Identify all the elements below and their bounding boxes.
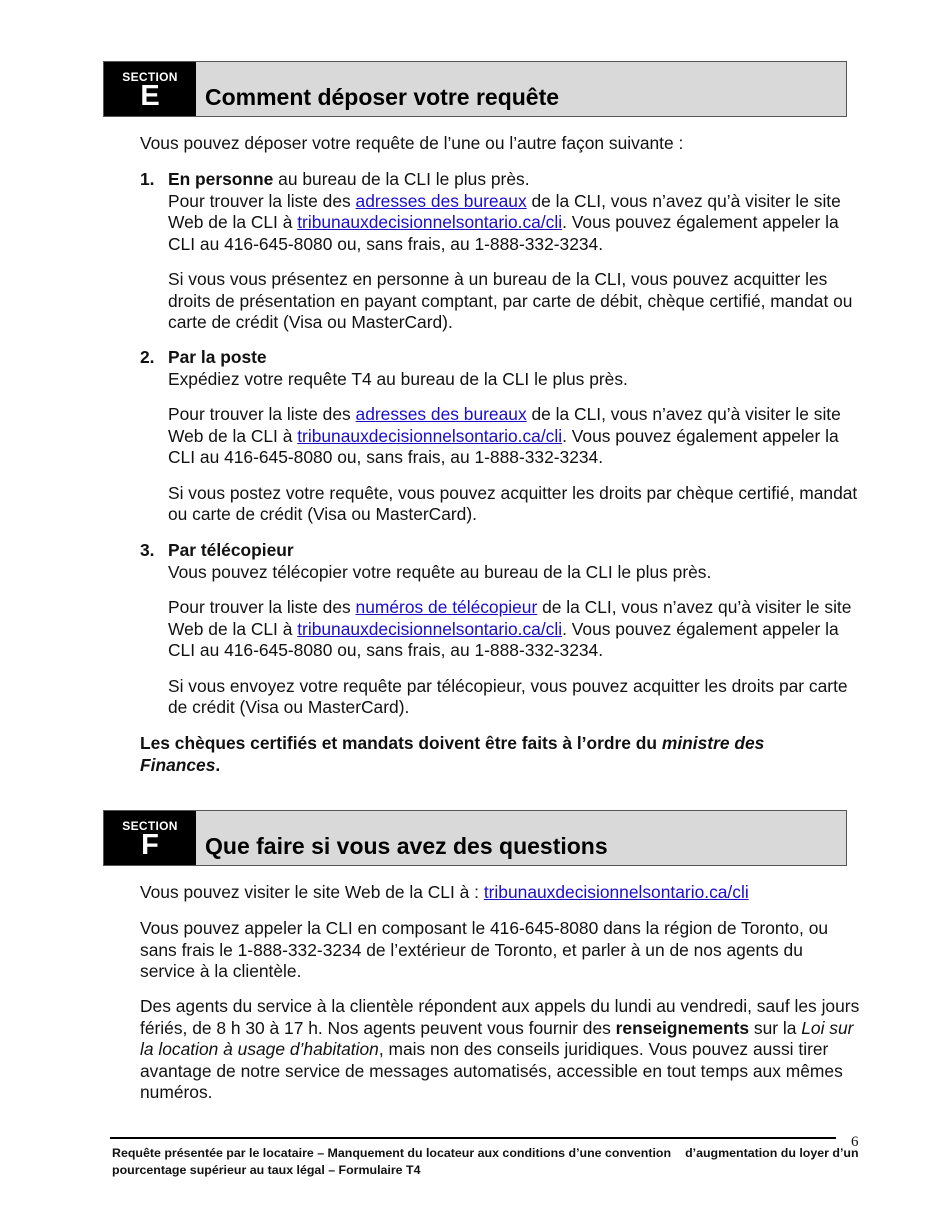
section-f-label: SECTION bbox=[122, 819, 178, 833]
item-3-number: 3. bbox=[140, 540, 155, 560]
section-e-letter: E bbox=[140, 80, 160, 112]
item-2-find-pre: Pour trouver la liste des bbox=[168, 404, 356, 424]
cheques-note-text: Les chèques certifiés et mandats doivent être faits à l’ordre du bbox=[140, 733, 662, 753]
item-1-payment: Si vous vous présentez en personne à un bureau de la CLI, vous pouvez acquitter les droits de présentation en payant comptant, par carte de débit, chèque certifié, mandat ou carte de crédit (Visa ou MasterCard). bbox=[168, 269, 853, 332]
cheques-note bbox=[140, 733, 840, 776]
item-1-find-paragraph bbox=[168, 191, 862, 256]
section-f-letter: F bbox=[141, 829, 159, 861]
section-f-header bbox=[103, 810, 847, 866]
item-3-heading: Par télécopieur bbox=[168, 540, 294, 560]
item-2-number: 2. bbox=[140, 347, 155, 367]
section-e-tab bbox=[104, 62, 196, 116]
section-f-site-link[interactable]: tribunauxdecisionnelsontario.ca/cli bbox=[483, 882, 749, 902]
item-1-find-post: . Vous pouvez également appeler la CLI au 416-645-8080 ou, sans frais, au 1-888-332-3234. bbox=[168, 212, 839, 254]
item-1-find-pre: Pour trouver la liste des bbox=[168, 190, 356, 211]
section-f-tab bbox=[104, 811, 196, 865]
footer-rule bbox=[110, 1137, 836, 1139]
cheques-note-italic: ministre des Finances bbox=[140, 733, 765, 775]
item-3-find-pre: Pour trouver la liste des bbox=[168, 597, 356, 617]
item-2-find-mid: de la CLI, vous n’avez qu’à visiter le site Web de la CLI à bbox=[168, 404, 841, 446]
item-1-find-mid: de la CLI, vous n’avez qu’à visiter le site Web de la CLI à bbox=[168, 190, 841, 232]
page-number: 6 bbox=[851, 1134, 859, 1150]
item-2-find-paragraph bbox=[168, 404, 862, 469]
item-2-site-link[interactable]: tribunauxdecisionnelsontario.ca/cli bbox=[297, 425, 563, 446]
footer-text bbox=[112, 1145, 862, 1179]
section-f-agents-bold: renseignements bbox=[615, 1017, 750, 1038]
item-2-offices-link[interactable]: adresses des bureaux bbox=[355, 404, 527, 424]
item-1-heading-line bbox=[168, 169, 862, 191]
section-e-title: Comment déposer votre requête bbox=[205, 84, 560, 110]
item-1-text bbox=[168, 169, 862, 334]
item-3-payment: Si vous envoyez votre requête par télécopieur, vous pouvez acquitter les droits par carte de crédit (Visa ou MasterCard). bbox=[168, 675, 848, 717]
item-2-payment: Si vous postez votre requête, vous pouvez acquitter les droits par chèque certifié, mandat ou carte de crédit (Visa ou MasterCard). bbox=[168, 482, 858, 524]
item-1-heading: En personne bbox=[168, 169, 274, 189]
section-e-label: SECTION bbox=[122, 70, 178, 84]
section-e-header bbox=[103, 61, 847, 117]
section-f-visit bbox=[140, 882, 860, 904]
item-2-line1: Expédiez votre requête T4 au bureau de la CLI le plus près. bbox=[168, 368, 628, 389]
item-2-text bbox=[168, 347, 862, 526]
section-f-title: Que faire si vous avez des questions bbox=[205, 833, 608, 859]
item-2-heading: Par la poste bbox=[168, 347, 267, 367]
section-f-agents bbox=[140, 996, 860, 1104]
item-3-find-mid: de la CLI, vous n’avez qu’à visiter le site Web de la CLI à bbox=[168, 597, 852, 639]
item-3-text bbox=[168, 540, 862, 719]
item-3-fax-link[interactable]: numéros de télécopieur bbox=[355, 597, 538, 617]
section-e-intro: Vous pouvez déposer votre requête de l’une ou l’autre façon suivante : bbox=[140, 133, 684, 153]
item-3-find-post: . Vous pouvez également appeler la CLI au 416-645-8080 ou, sans frais, au 1-888-332-3234. bbox=[168, 618, 839, 660]
item-3-find-paragraph bbox=[168, 597, 862, 662]
footer-line-1 bbox=[112, 1145, 862, 1162]
footer-line-1b: d’augmentation du loyer d’un bbox=[685, 1146, 859, 1160]
footer-line-2: pourcentage supérieur au taux légal – Formulaire T4 bbox=[112, 1163, 421, 1177]
section-f-call: Vous pouvez appeler la CLI en composant le 416-645-8080 dans la région de Toronto, ou sans frais le 1-888-332-3234 de l’extérieur de Toronto, et parler à un de nos agents du service à la clientèle. bbox=[140, 918, 829, 981]
item-1-heading-rest: au bureau de la CLI le plus près. bbox=[273, 169, 530, 189]
item-1-site-link[interactable]: tribunauxdecisionnelsontario.ca/cli bbox=[297, 212, 563, 232]
cheques-note-end: . bbox=[215, 754, 221, 775]
item-3-line1: Vous pouvez télécopier votre requête au bureau de la CLI le plus près. bbox=[168, 561, 712, 582]
item-1-number: 1. bbox=[140, 169, 155, 189]
item-3-site-link[interactable]: tribunauxdecisionnelsontario.ca/cli bbox=[297, 618, 563, 639]
section-f-agents-post: , mais non des conseils juridiques. Vous pouvez aussi tirer avantage de notre service de messages automatisés, accessible en tout temps aux mêmes numéros. bbox=[140, 1039, 843, 1102]
section-f-agents-mid: sur la bbox=[749, 1017, 802, 1038]
section-f-visit-text: Vous pouvez visiter le site Web de la CLI à : bbox=[140, 882, 484, 902]
section-f-agents-italic: Loi sur la location à usage d’habitation bbox=[140, 1017, 854, 1059]
footer-line-1a: Requête présentée par le locataire – Manquement du locateur aux conditions d’une convention bbox=[112, 1146, 672, 1160]
item-2-find-post: . Vous pouvez également appeler la CLI au 416-645-8080 ou, sans frais, au 1-888-332-3234. bbox=[168, 425, 839, 467]
section-f-agents-pre: Des agents du service à la clientèle répondent aux appels du lundi au vendredi, sauf les jours fériés, de 8 h 30 à 17 h. Nos agents peuvent vous fournir des bbox=[140, 996, 860, 1038]
item-1-offices-link[interactable]: adresses des bureaux bbox=[355, 190, 527, 211]
